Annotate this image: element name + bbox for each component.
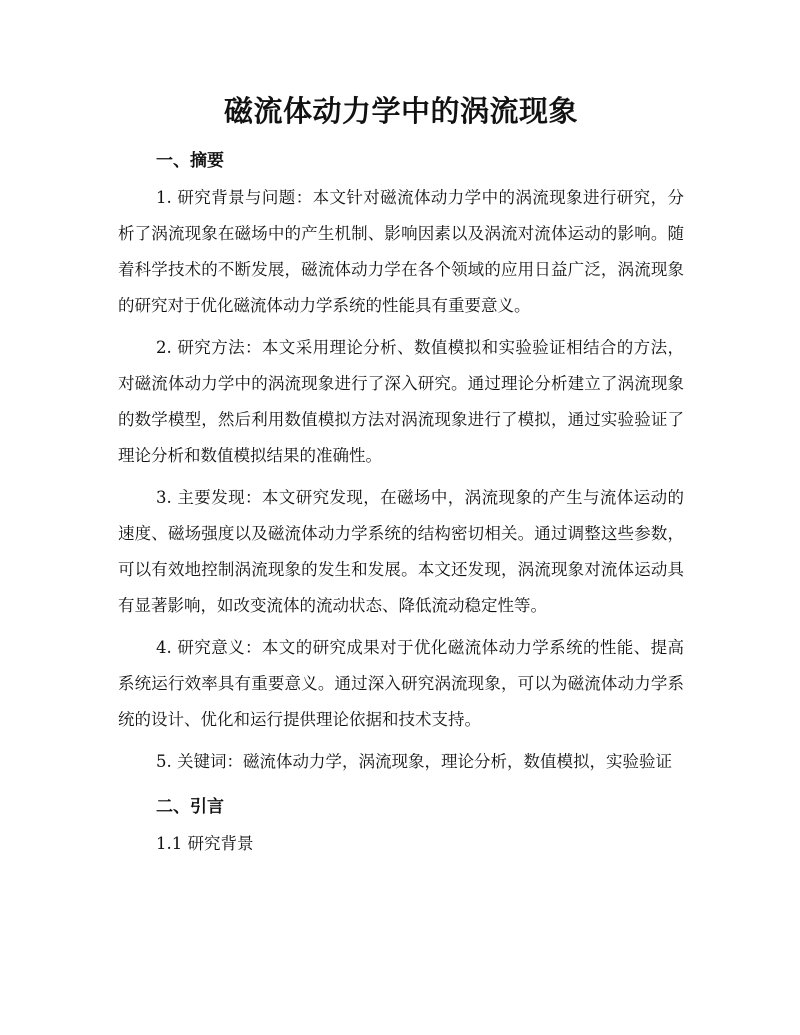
section-heading-abstract: 一、摘要 — [156, 151, 224, 171]
section-heading-introduction: 二、引言 — [156, 797, 224, 817]
abstract-paragraph-significance: 4. 研究意义：本文的研究成果对于优化磁流体动力学系统的性能、提高系统运行效率具有重要意义。通过深入研究涡流现象，可以为磁流体动力学系统的设计、优化和运行提供理论依据和技术支持。 — [118, 638, 684, 729]
abstract-paragraph-findings: 3. 主要发现：本文研究发现，在磁场中，涡流现象的产生与流体运动的速度、磁场强度以及磁流体动力学系统的结构密切相关。通过调整这些参数，可以有效地控制涡流现象的发生和发展。本文还发现，涡流现象对流体运动具有显著影响，如改变流体的流动状态、降低流动稳定性等。 — [118, 488, 684, 615]
abstract-paragraph-keywords: 5. 关键词：磁流体动力学，涡流现象，理论分析，数值模拟，实验验证 — [156, 752, 672, 771]
document-page — [118, 88, 684, 862]
document-title: 磁流体动力学中的涡流现象 — [223, 94, 578, 128]
abstract-paragraph-method: 2. 研究方法：本文采用理论分析、数值模拟和实验验证相结合的方法，对磁流体动力学中的涡流现象进行了深入研究。通过理论分析建立了涡流现象的数学模型，然后利用数值模拟方法对涡流现象进行了模拟，通过实验验证了理论分析和数值模拟结果的准确性。 — [118, 338, 684, 465]
abstract-paragraph-background: 1. 研究背景与问题：本文针对磁流体动力学中的涡流现象进行研究，分析了涡流现象在磁场中的产生机制、影响因素以及涡流对流体运动的影响。随着科学技术的不断发展，磁流体动力学在各个领域的应用日益广泛，涡流现象的研究对于优化磁流体动力学系统的性能具有重要意义。 — [118, 188, 684, 315]
subsection-heading-background: 1.1 研究背景 — [156, 834, 254, 853]
